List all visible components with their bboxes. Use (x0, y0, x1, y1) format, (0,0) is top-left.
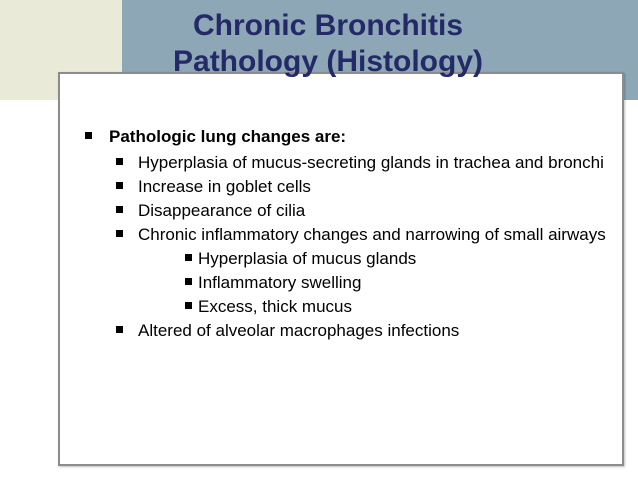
square-bullet-icon (185, 302, 192, 309)
square-bullet-icon (116, 182, 123, 189)
square-bullet-icon (116, 206, 123, 213)
sub-list-item (80, 296, 606, 317)
list-item-text: Hyperplasia of mucus-secreting glands in trachea and bronchi (138, 153, 604, 172)
sub-list-item-text: Inflammatory swelling (198, 273, 362, 292)
sub-list-item (80, 272, 606, 293)
square-bullet-icon (116, 158, 123, 165)
list-item (80, 176, 606, 197)
bullet-list (80, 126, 606, 341)
list-item-text: Chronic inflammatory changes and narrowing of small airways (138, 225, 606, 244)
bullet-heading (80, 126, 606, 147)
sub-list-item-text: Hyperplasia of mucus glands (198, 249, 417, 268)
square-bullet-icon (116, 230, 123, 237)
list-item (80, 152, 606, 173)
sub-list-item-text: Excess, thick mucus (198, 297, 352, 316)
bullet-heading-text: Pathologic lung changes are: (109, 127, 347, 146)
list-item-text: Altered of alveolar macrophages infections (138, 321, 460, 340)
list-item (80, 200, 606, 221)
slide-title (148, 8, 508, 80)
list-item-text: Disappearance of cilia (138, 201, 306, 220)
square-bullet-icon (116, 326, 123, 333)
list-item (80, 320, 606, 341)
list-item (80, 224, 606, 245)
square-bullet-icon (185, 278, 192, 285)
square-bullet-icon (185, 254, 192, 261)
square-bullet-icon (85, 132, 92, 139)
slide-title-line-2: Pathology (Histology) (173, 45, 483, 78)
slide-title-line-1: Chronic Bronchitis (192, 9, 463, 42)
list-item-text: Increase in goblet cells (138, 177, 311, 196)
sub-list-item (80, 248, 606, 269)
